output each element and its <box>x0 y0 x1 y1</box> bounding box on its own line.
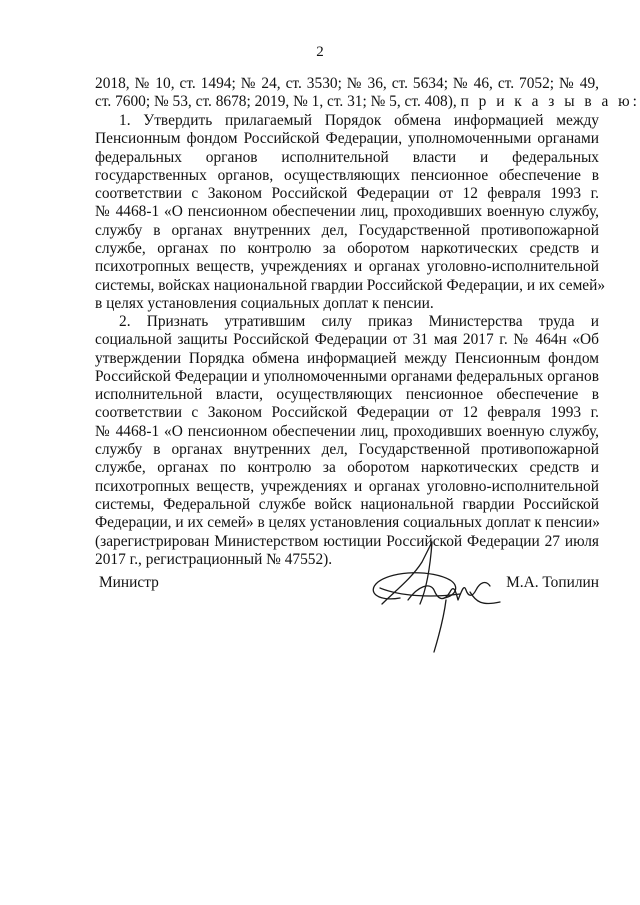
text-line: утверждении Порядка обмена информацией между Пенсионным фондом <box>95 349 599 367</box>
text-line: системы, Федеральной службе войск национальной гвардии Российской <box>95 495 599 513</box>
text-line: Пенсионным фондом Российской Федерации, уполномоченными органами <box>95 130 599 148</box>
text-line: ст. 7600; № 53, ст. 8678; 2019, № 1, ст. 31; № 5, ст. 408), п р и к а з ы в а ю: <box>95 93 640 111</box>
text-line: соответствии с Законом Российской Федерации от 12 февраля 1993 г. <box>95 185 599 203</box>
text-line: государственных органов, осуществляющих пенсионное обеспечение в <box>95 166 599 184</box>
text-line: 2018, № 10, ст. 1494; № 24, ст. 3530; № 36, ст. 5634; № 46, ст. 7052; № 49, <box>95 75 599 92</box>
text-line: 2. Признать утратившим силу приказ Министерства труда и <box>119 313 599 330</box>
text-line: № 4468-1 «О пенсионном обеспечении лиц, проходивших военную службу, <box>95 203 599 221</box>
text-line: психотропных веществ, учреждениях и органах уголовно-исполнительной <box>95 258 599 276</box>
text-line: в целях установления социальных доплат к пенсии. <box>95 294 434 312</box>
text-line: психотропных веществ, учреждениях и органах уголовно-исполнительной <box>95 477 599 495</box>
paragraph-item-2 <box>95 313 599 569</box>
text-line: исполнительной власти, осуществляющих пенсионное обеспечение в <box>95 386 599 404</box>
text-line: службе, органах по контролю за оборотом наркотических средств и <box>95 240 599 258</box>
text-line: 2017 г., регистрационный № 47552). <box>95 550 333 568</box>
paragraph-item-1 <box>95 112 606 313</box>
signatory-name: М.А. Топилин <box>506 574 599 591</box>
text-line: 1. Утвердить прилагаемый Порядок обмена информацией между <box>119 112 599 129</box>
text-line: службу в органах внутренних дел, Государственной противопожарной <box>95 441 599 459</box>
paragraph-preamble <box>95 75 640 112</box>
text-line: № 4468-1 «О пенсионном обеспечении лиц, проходивших военную службу, <box>95 422 599 440</box>
signature-block <box>95 574 599 604</box>
text-line: системы, войсках национальной гвардии Российской Федерации, и их семей» <box>95 276 606 294</box>
text-line: Российской Федерации и уполномоченными органами федеральных органов <box>95 367 599 385</box>
page-number: 2 <box>316 44 324 60</box>
text-line: Федерации, и их семей» в целях установления социальных доплат к пенсии» <box>95 514 600 532</box>
text-line: службе, органах по контролю за оборотом наркотических средств и <box>95 459 599 477</box>
order-word: п р и к а з ы в а ю: <box>460 93 640 111</box>
signatory-title: Министр <box>99 574 159 591</box>
text-line: социальной защиты Российской Федерации от 31 мая 2017 г. № 464н «Об <box>95 331 599 349</box>
text-line: (зарегистрирован Министерством юстиции Российской Федерации 27 июля <box>95 532 599 550</box>
text-line: федеральных органов исполнительной власти и федеральных <box>95 148 599 166</box>
text-line: службу в органах внутренних дел, Государственной противопожарной <box>95 221 599 239</box>
text-line: соответствии с Законом Российской Федерации от 12 февраля 1993 г. <box>95 404 599 422</box>
